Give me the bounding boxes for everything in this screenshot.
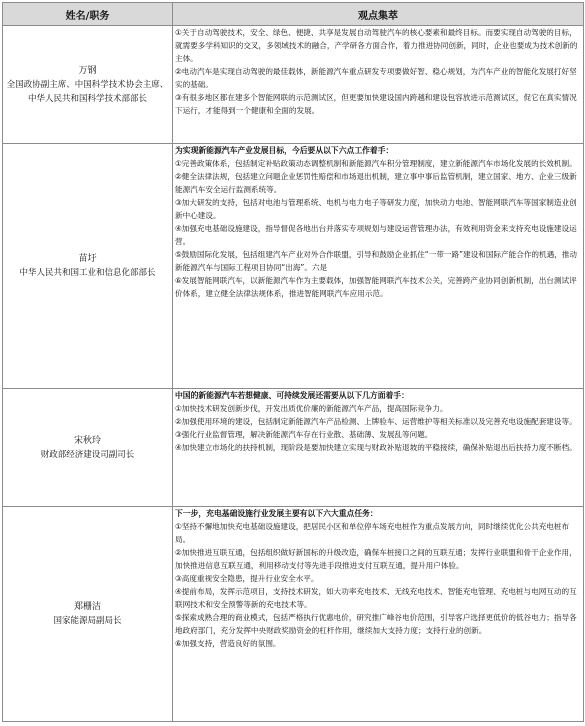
view-point: ③加大研发的支持，包括对电池与管理系统、电机与电力电子等研发力度，加快动力电池、智能网联汽车等国家制造业创新中心建设。 [175,198,577,220]
view-point: ②健全法律法规，包括建立问题企业惩罚性赔偿和市场退出机制，建立事中事后监管机制，建立国家、地方、企业三级新能源汽车安全运行监测系统等。 [175,172,577,194]
table-header-row [3,3,584,26]
person-cell [3,144,173,389]
person-name: 宋秋玲 [73,435,101,446]
view-point: ⑥加强支持，营造良好的氛围。 [175,639,281,648]
view-point: ⑤鼓励国际化发展，包括组建汽车产业对外合作联盟，引导和鼓励企业抓住“一带一路”建设和国际产能合作的机遇，推动新能源汽车与国际工程项目协同“出海”。六是 [175,250,577,272]
person-cell [3,507,173,722]
view-point: ③强化行业监督管理，解决新能源汽车存在行业散、基础薄、发展乱等问题。 [175,430,433,439]
person-title: 财政部经济建设司副司长 [40,449,135,460]
view-point: ④加强充电基础设施建设，指导督促各地出台并落实专项规划与建设运营管理办法，有效利用资金来支持充电设施建设运营。 [175,224,577,246]
view-point: ②加快推进互联互通，包括组织做好新国标的升级改造，确保车桩接口之间的互联互通；发挥行业联盟和骨干企业作用，加快推进信息互联互通，利用移动支付等先进手段推进支付互联互通，提升用户体验。 [175,548,577,570]
table-row [3,389,584,507]
name-title-header: 姓名/职务 [3,3,173,26]
views-cell [173,26,584,144]
person-cell [3,26,173,144]
view-point: ⑥发展智能网联汽车，以新能源汽车作为主要载体，加强智能网联汽车技术公关，完善跨产业协同创新机制，出台测试评价体系，建立健全法律法规体系，推进智能网联汽车应用示范。 [175,276,577,298]
person-title: 中华人民共和国工业和信息化部部长 [19,268,156,278]
view-point: ①完善政策体系，包括制定补贴政策动态调整机制和新能源汽车积分管理制度，建立新能源汽车市场化发展的长效机制。 [175,159,577,168]
view-point: ③高度重视安全隐患，提升行业安全水平。 [175,574,319,583]
views-heading: 下一步，充电基础设施行业发展主要有以下六大重点任务： [175,509,378,518]
view-point: ④加快建立市场化的扶持机制，现阶段是要加快建立实现与财政补贴退坡的平稳接续，确保补贴退出后扶持力度不断档。 [175,443,577,452]
table-row [3,26,584,144]
view-point: ①加快技术研发创新步伐，开发出质优价廉的新能源汽车产品，提高国际竞争力。 [175,404,448,413]
view-point: ②电动汽车是实现自动驾驶的最佳载体，新能源汽车重点研发专项要做好智、稳心规划，为汽车产业的智能化发展打好坚实的基础。 [175,67,577,89]
view-point: ③有很多地区都在建多个智能网联的示范测试区，但更要加快建设国内跨越和建设包容放进示范测试区，促它在真实情况下运行，才能得到一个健康和全面的发展。 [175,93,577,115]
views-heading: 为实现新能源汽车产业发展目标，今后要从以下六点工作着手： [175,146,394,155]
view-point: ②加强使用环境的建设，包括制定新能源汽车产品检测、上牌验车、运营维护等相关标准以及完善充电设施配套建设等。 [175,417,577,426]
person-cell [3,389,173,507]
view-point: ④提前布局，发挥示范项目，支持技术研发，如大功率充电技术、无线充电技术、智能充电管理、充电桩与电网互动的互联网技术和安全预警等新的充电技术等。 [175,587,577,609]
table-row [3,144,584,389]
views-cell [173,144,584,389]
views-cell [173,389,584,507]
person-title: 国家能源局副局长 [53,616,122,626]
person-name: 郑栅洁 [73,602,101,612]
view-point: ①坚持不懈地加快充电基础设施建设，把居民小区和单位停车场充电桩作为重点发展方向，同时继续优化公共充电桩布局。 [175,522,570,544]
table-row [3,507,584,722]
person-name: 万钢 [78,65,97,76]
views-heading: 中国的新能源汽车若想健康、可持续发展还需要从以下几方面着手： [175,391,409,400]
views-cell [173,507,584,722]
policy-views-table [2,2,584,722]
person-title: 全国政协副主席、中国科学技术协会主席、中华人民共和国科学技术部部长 [6,79,169,104]
view-point: ⑤探索成熟合理的商业模式，包括严格执行优惠电价，研究推广峰谷电价范围，引导客户选择更低价的低谷电力；指导各地政府部门，充分发挥中央财政奖励资金的杠杆作用，继续加大支持力度；支持行业的创新。 [175,613,577,635]
person-name: 苗圩 [78,254,97,264]
views-header: 观点集萃 [173,3,584,26]
view-point: ①关于自动驾驶技术，安全、绿色、便捷、共享是发展自动驾驶汽车的核心要素和最终目标。而要实现自动驾驶的目标，就需要多学科知识的交叉，多领域技术的融合，产学研各方面合作，着力推进协同创新，同时，企业也要成为技术创新的主体。 [175,28,578,63]
